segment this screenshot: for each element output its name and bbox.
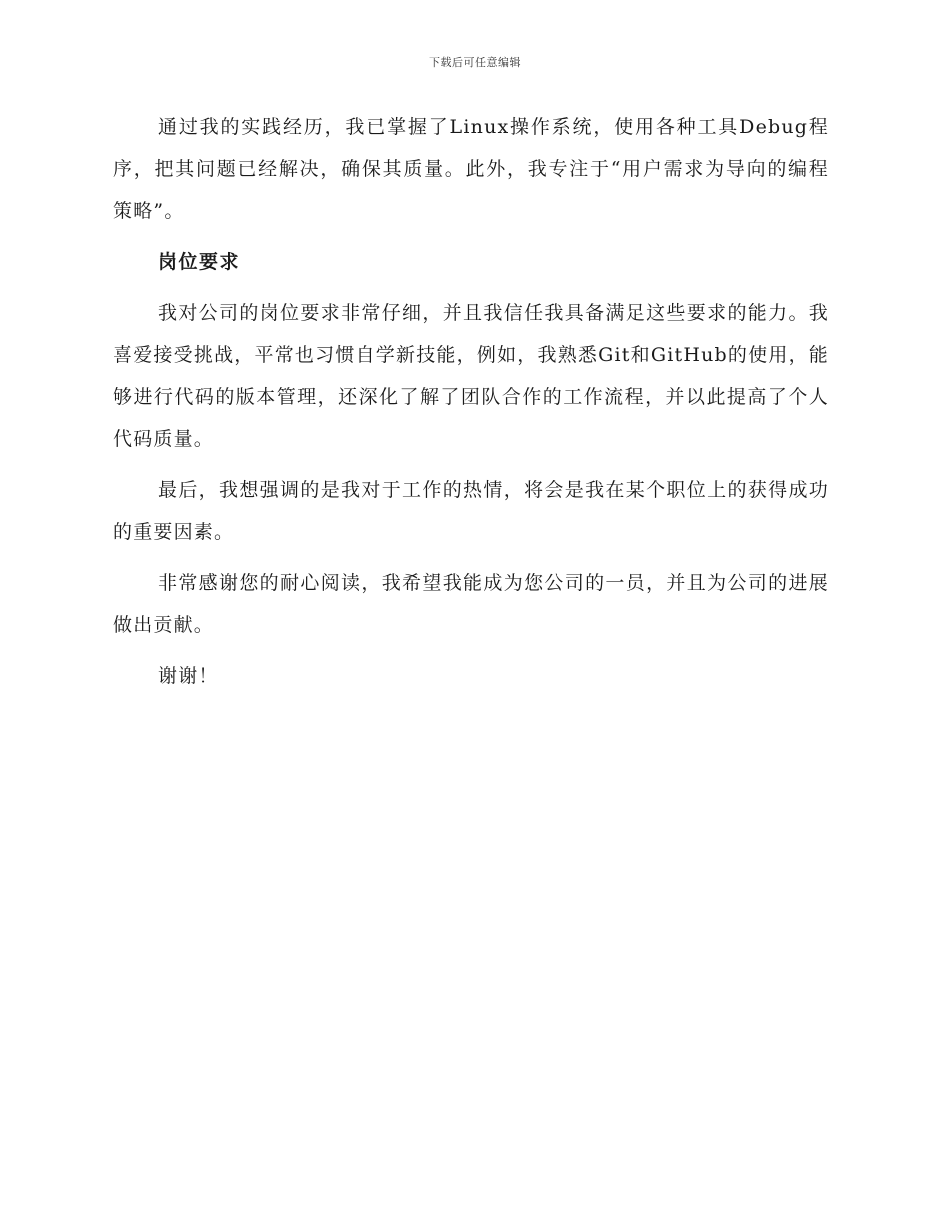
section-heading-job-requirements: 岗位要求 [158,251,241,273]
paragraph-experience: 通过我的实践经历，我已掌握了Linux操作系统，使用各种工具Debug程序，把其问题已经解决，确保其质量。此外，我专注于“用户需求为导向的编程策略”。 [113,116,829,222]
closing-text: 谢谢！ [158,665,219,687]
paragraph-thanks: 非常感谢您的耐心阅读，我希望我能成为您公司的一员，并且为公司的进展做出贡献。 [113,572,829,636]
document-body [113,106,829,706]
paragraph-passion: 最后，我想强调的是我对于工作的热情，将会是我在某个职位上的获得成功的重要因素。 [113,479,829,543]
header-note: 下载后可任意编辑 [429,56,521,69]
paragraph-requirements: 我对公司的岗位要求非常仔细，并且我信任我具备满足这些要求的能力。我喜爱接受挑战，平常也习惯自学新技能，例如，我熟悉Git和GitHub的使用，能够进行代码的版本管理，还深化了解了团队合作的工作流程，并以此提高了个人代码质量。 [113,302,829,450]
